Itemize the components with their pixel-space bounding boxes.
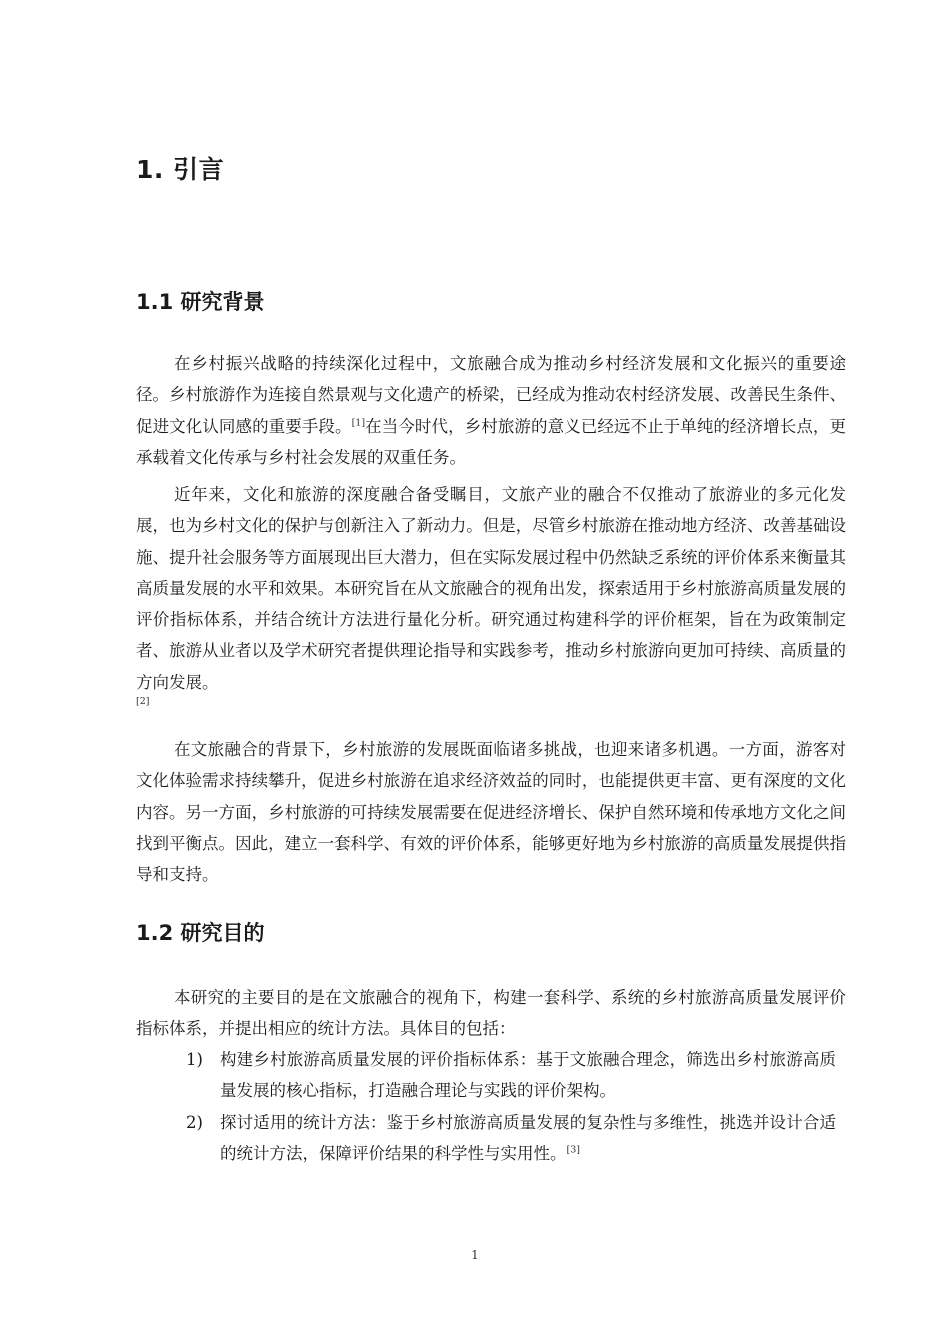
background-paragraph-1-text-a: 在乡村振兴战略的持续深化过程中，文旅融合成为推动乡村经济发展和文化振兴的重要途径。乡村旅游作为连接自然景观与文化遗产的桥梁，已经成为推动农村经济发展、改善民生条件、促进文化认同感的重要手段。	[136, 354, 846, 436]
objective-paragraph: 本研究的主要目的是在文旅融合的视角下，构建一套科学、系统的乡村旅游高质量发展评价指标体系，并提出相应的统计方法。具体目的包括：	[136, 988, 846, 1039]
background-paragraph-3: 在文旅融合的背景下，乡村旅游的发展既面临诸多挑战，也迎来诸多机遇。一方面，游客对文化体验需求持续攀升，促进乡村旅游在追求经济效益的同时，也能提供更丰富、更有深度的文化内容。另一方面，乡村旅游的可持续发展需要在促进经济增长、保护自然环境和传承地方文化之间找到平衡点。因此，建立一套科学、有效的评价体系，能够更好地为乡村旅游的高质量发展提供指导和支持。	[136, 740, 846, 885]
background-paragraph-2	[136, 479, 846, 708]
list-item-number: 2)	[186, 1113, 203, 1132]
page-number: 1	[471, 1248, 479, 1262]
section-heading-objective: 1.2 研究目的	[136, 921, 265, 945]
list-item-text	[186, 1044, 836, 1107]
list-item-text-body: 探讨适用的统计方法：鉴于乡村旅游高质量发展的复杂性与多维性，挑选并设计合适的统计方法，保障评价结果的科学性与实用性。	[220, 1113, 836, 1164]
list-item-number: 1)	[186, 1050, 203, 1069]
citation-2: [2]	[136, 696, 150, 708]
background-paragraph-2-text: 近年来，文化和旅游的深度融合备受瞩目，文旅产业的融合不仅推动了旅游业的多元化发展，也为乡村文化的保护与创新注入了新动力。但是，尽管乡村旅游在推动地方经济、改善基础设施、提升社会服务等方面展现出巨大潜力，但在实际发展过程中仍然缺乏系统的评价体系来衡量其高质量发展的水平和效果。本研究旨在从文旅融合的视角出发，探索适用于乡村旅游高质量发展的评价指标体系，并结合统计方法进行量化分析。研究通过构建科学的评价框架，旨在为政策制定者、旅游从业者以及学术研究者提供理论指导和实践参考，推动乡村旅游向更加可持续、高质量的方向发展。	[136, 485, 846, 692]
section-heading-background: 1.1 研究背景	[136, 290, 265, 314]
citation-3: [3]	[566, 1144, 580, 1156]
citation-1: [1]	[351, 417, 366, 429]
chapter-heading: 1. 引言	[136, 155, 225, 184]
list-item-text-body: 构建乡村旅游高质量发展的评价指标体系：基于文旅融合理念，筛选出乡村旅游高质量发展的核心指标，打造融合理论与实践的评价架构。	[220, 1050, 836, 1101]
list-item	[186, 1044, 836, 1107]
background-paragraph-1	[136, 348, 846, 473]
background-paragraph-1-text-b: 在当今时代，乡村旅游的意义已经远不止于单纯的经济增长点，更承载着文化传承与乡村社会发展的双重任务。	[136, 416, 847, 467]
list-item	[186, 1107, 836, 1170]
list-item-text	[186, 1107, 836, 1170]
